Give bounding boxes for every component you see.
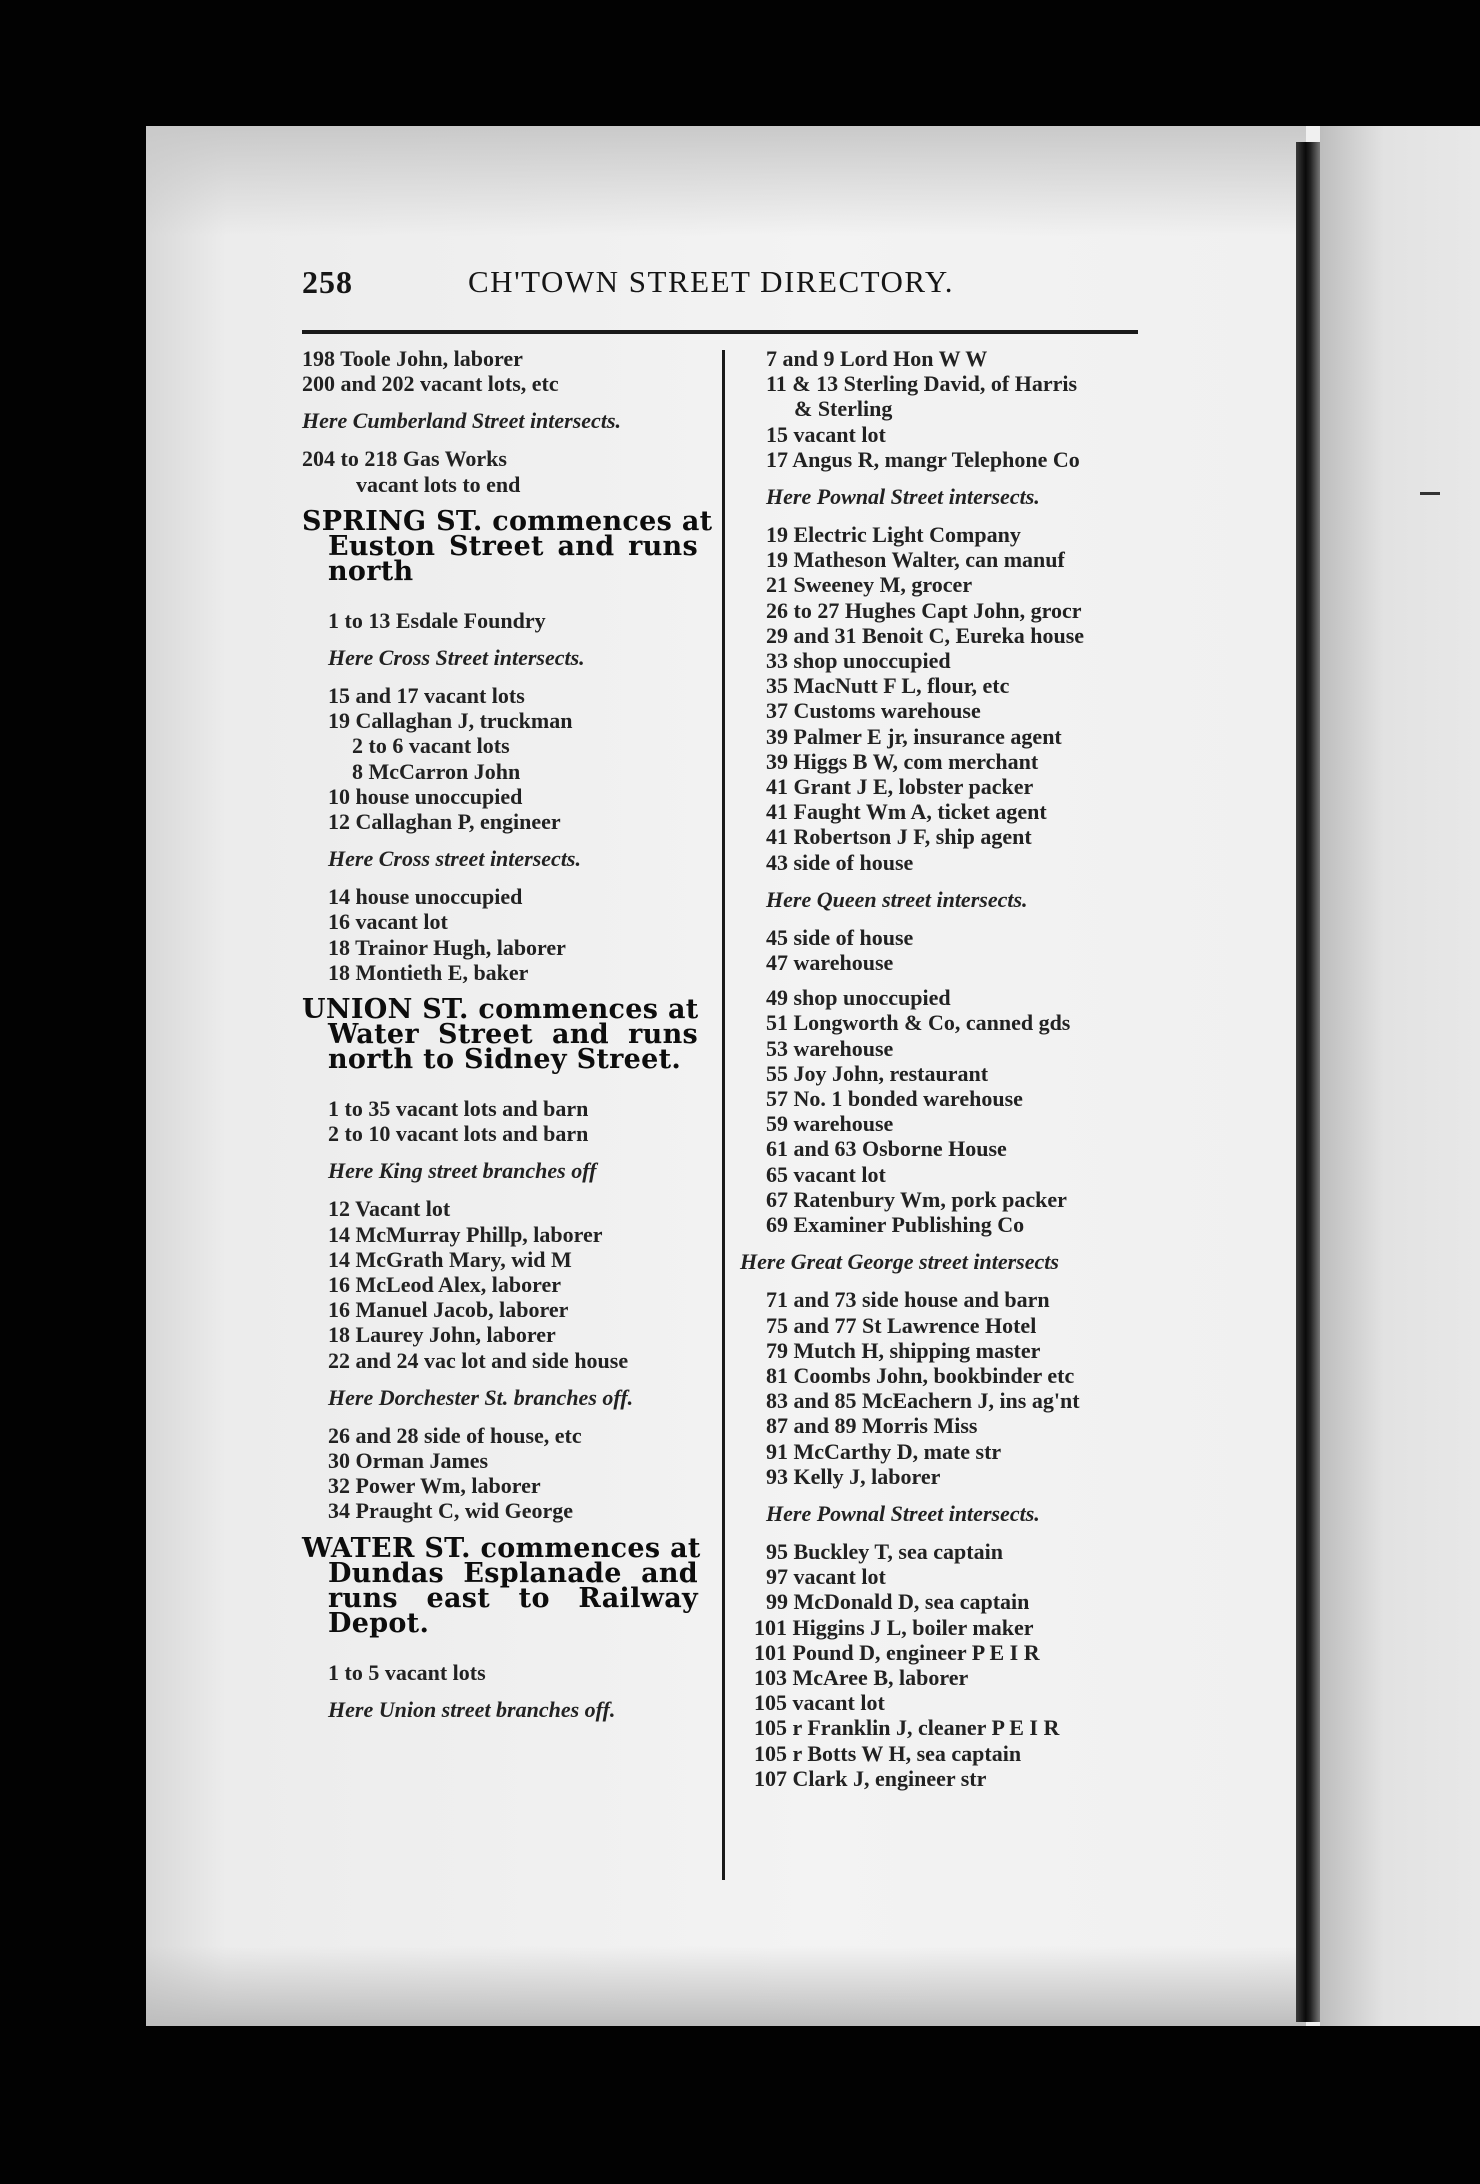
left-column (302, 346, 712, 1735)
street-heading-line: Dundas Esplanade and (328, 1557, 698, 1589)
street-heading (302, 994, 712, 1076)
intersection-note: Here Dorchester St. branches off. (328, 1384, 634, 1410)
directory-entry: 15 and 17 vacant lots (328, 683, 525, 709)
directory-entry: 43 side of house (766, 849, 914, 875)
directory-entry: 99 McDonald D, sea captain (766, 1589, 1030, 1615)
street-heading-line: north to Sidney Street. (328, 1044, 682, 1076)
directory-entry: 18 Montieth E, baker (328, 959, 529, 985)
directory-entry: 16 vacant lot (328, 909, 448, 935)
right-column (740, 346, 1140, 1791)
directory-entry: 105 r Franklin J, cleaner P E I R (754, 1715, 1060, 1741)
directory-entry: 37 Customs warehouse (766, 698, 981, 724)
street-heading (302, 1532, 712, 1639)
directory-entry: 59 warehouse (766, 1111, 894, 1137)
directory-entry: 18 Trainor Hugh, laborer (328, 934, 566, 960)
entry-continuation: & Sterling (794, 396, 893, 422)
directory-entry: 15 vacant lot (766, 421, 886, 447)
directory-entry: 97 vacant lot (766, 1564, 886, 1590)
directory-entry: 41 Grant J E, lobster packer (766, 774, 1034, 800)
street-heading-line: runs east to Railway (328, 1582, 698, 1614)
street-heading-line: Euston Street and runs (328, 530, 698, 562)
directory-entry: 30 Orman James (328, 1448, 489, 1474)
street-heading-line: SPRING ST. commences at (302, 505, 713, 537)
directory-entry: 204 to 218 Gas Works (302, 446, 507, 472)
directory-entry: 93 Kelly J, laborer (766, 1463, 941, 1489)
directory-entry: 51 Longworth & Co, canned gds (766, 1010, 1071, 1036)
street-heading-line: Water Street and runs (328, 1019, 698, 1051)
directory-entry: 1 to 5 vacant lots (328, 1659, 486, 1685)
directory-entry: 34 Praught C, wid George (328, 1498, 574, 1524)
directory-entry: 18 Laurey John, laborer (328, 1322, 556, 1348)
directory-entry: 19 Electric Light Company (766, 522, 1021, 548)
directory-entry: 11 & 13 Sterling David, of Harris (766, 371, 1078, 397)
directory-entry: 81 Coombs John, bookbinder etc (766, 1362, 1075, 1388)
directory-entry: 83 and 85 McEachern J, ins ag'nt (766, 1388, 1080, 1414)
spacer (740, 975, 1140, 985)
street-heading-line: Depot. (328, 1607, 430, 1639)
directory-entry: 2 to 10 vacant lots and barn (328, 1121, 589, 1147)
directory-entry: 67 Ratenbury Wm, pork packer (766, 1186, 1067, 1212)
directory-entry: 19 Matheson Walter, can manuf (766, 547, 1065, 573)
directory-entry: 55 Joy John, restaurant (766, 1060, 989, 1086)
directory-entry: 45 side of house (766, 924, 914, 950)
entry-continuation: vacant lots to end (356, 471, 521, 497)
facing-page-mark (1420, 492, 1440, 495)
directory-entry: 91 McCarthy D, mate str (766, 1438, 1002, 1464)
street-heading-line: UNION ST. commences at (302, 994, 699, 1026)
intersection-note: Here Great George street intersects (740, 1249, 1059, 1275)
directory-entry: 105 vacant lot (754, 1690, 885, 1716)
directory-entry: 8 McCarron John (352, 758, 521, 784)
directory-entry: 14 McGrath Mary, wid M (328, 1246, 572, 1272)
directory-entry: 39 Palmer E jr, insurance agent (766, 723, 1062, 749)
page-top-shading (146, 126, 1306, 236)
directory-entry: 75 and 77 St Lawrence Hotel (766, 1312, 1037, 1338)
page-header (302, 262, 1142, 306)
directory-entry: 12 Callaghan P, engineer (328, 809, 561, 835)
directory-entry: 26 to 27 Hughes Capt John, grocr (766, 597, 1082, 623)
intersection-note: Here Pownal Street intersects. (766, 1500, 1040, 1526)
header-rule (302, 330, 1138, 334)
directory-entry: 103 McAree B, laborer (754, 1664, 969, 1690)
directory-entry: 19 Callaghan J, truckman (328, 708, 573, 734)
directory-entry: 33 shop unoccupied (766, 648, 951, 674)
intersection-note: Here Union street branches off. (328, 1696, 616, 1722)
intersection-note: Here King street branches off (328, 1158, 597, 1184)
directory-entry: 32 Power Wm, laborer (328, 1473, 541, 1499)
directory-entry: 71 and 73 side house and barn (766, 1287, 1050, 1313)
directory-entry: 79 Mutch H, shipping master (766, 1337, 1041, 1363)
directory-entry: 1 to 13 Esdale Foundry (328, 607, 546, 633)
directory-entry: 21 Sweeney M, grocer (766, 572, 973, 598)
directory-entry: 57 No. 1 bonded warehouse (766, 1086, 1023, 1112)
directory-entry: 101 Higgins J L, boiler maker (754, 1614, 1034, 1640)
directory-entry: 17 Angus R, mangr Telephone Co (766, 446, 1080, 472)
directory-entry: 49 shop unoccupied (766, 985, 951, 1011)
street-heading-line: WATER ST. commences at (302, 1532, 701, 1564)
intersection-note: Here Cross Street intersects. (328, 645, 585, 671)
directory-entry: 14 house unoccupied (328, 884, 523, 910)
directory-entry: 105 r Botts W H, sea captain (754, 1740, 1022, 1766)
intersection-note: Here Cumberland Street intersects. (302, 408, 621, 434)
directory-entry: 39 Higgs B W, com merchant (766, 748, 1039, 774)
directory-entry: 41 Faught Wm A, ticket agent (766, 799, 1047, 825)
intersection-note: Here Queen street intersects. (766, 886, 1028, 912)
directory-entry: 198 Toole John, laborer (302, 346, 523, 371)
directory-entry: 16 Manuel Jacob, laborer (328, 1297, 569, 1323)
directory-entry: 101 Pound D, engineer P E I R (754, 1639, 1040, 1665)
directory-entry: 41 Robertson J F, ship agent (766, 824, 1032, 850)
directory-entry: 87 and 89 Morris Miss (766, 1413, 978, 1439)
directory-entry: 10 house unoccupied (328, 783, 523, 809)
book-gutter (1296, 142, 1320, 2022)
directory-entry: 14 McMurray Phillp, laborer (328, 1221, 603, 1247)
column-divider (722, 350, 725, 1880)
street-heading (302, 505, 713, 587)
directory-entry: 1 to 35 vacant lots and barn (328, 1096, 589, 1122)
directory-entry: 2 to 6 vacant lots (352, 733, 510, 759)
directory-entry: 35 MacNutt F L, flour, etc (766, 673, 1010, 699)
directory-entry: 95 Buckley T, sea captain (766, 1538, 1003, 1564)
directory-entry: 47 warehouse (766, 950, 894, 976)
directory-entry: 12 Vacant lot (328, 1196, 451, 1222)
facing-page-edge (1320, 126, 1480, 2026)
directory-entry: 22 and 24 vac lot and side house (328, 1347, 629, 1373)
directory-entry: 61 and 63 Osborne House (766, 1136, 1007, 1162)
directory-entry: 65 vacant lot (766, 1161, 886, 1187)
page-bottom-shading (146, 1946, 1306, 2026)
directory-entry: 7 and 9 Lord Hon W W (766, 346, 988, 371)
intersection-note: Here Pownal Street intersects. (766, 484, 1040, 510)
directory-entry: 16 McLeod Alex, laborer (328, 1272, 561, 1298)
directory-entry: 107 Clark J, engineer str (754, 1765, 987, 1791)
directory-entry: 26 and 28 side of house, etc (328, 1422, 582, 1448)
directory-entry: 200 and 202 vacant lots, etc (302, 371, 559, 397)
directory-entry: 53 warehouse (766, 1035, 894, 1061)
intersection-note: Here Cross street intersects. (328, 846, 581, 872)
directory-entry: 69 Examiner Publishing Co (766, 1212, 1025, 1238)
page-number: 258 (302, 264, 353, 300)
running-head: CH'TOWN STREET DIRECTORY. (468, 264, 955, 299)
street-heading-line: north (328, 555, 414, 587)
directory-entry: 29 and 31 Benoit C, Eureka house (766, 622, 1085, 648)
